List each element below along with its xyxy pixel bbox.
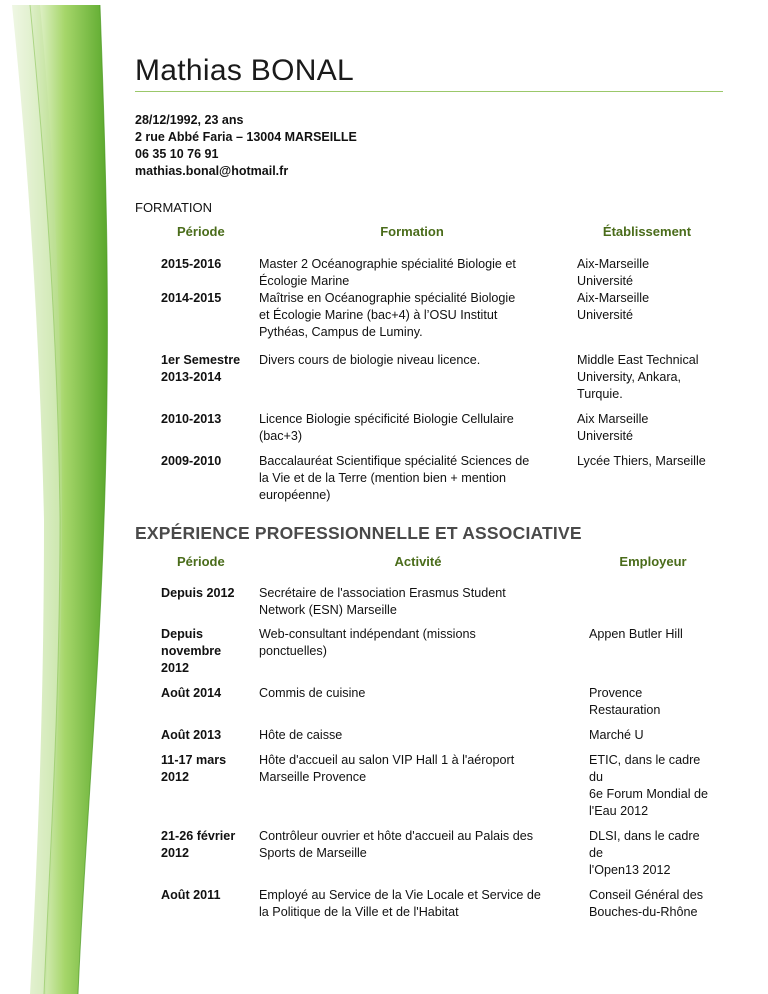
column-header-formation: Formation xyxy=(380,223,444,239)
activity-line: la Politique de la Ville et de l'Habitat xyxy=(259,905,459,919)
employer-line: Provence xyxy=(589,686,643,700)
table-row xyxy=(155,619,723,677)
period: 2014-2015 xyxy=(161,291,222,305)
school-line: Université xyxy=(577,429,633,443)
period: Août 2011 xyxy=(161,888,221,902)
employer-line: Marché U xyxy=(589,728,644,742)
table-header-row xyxy=(155,550,723,572)
period: 2012 xyxy=(161,661,190,675)
period: 2009-2010 xyxy=(161,454,222,468)
activity-line: Hôte d'accueil au salon VIP Hall 1 à l'aéroport xyxy=(259,753,515,767)
contact-block xyxy=(135,112,357,180)
employer-line: 6e Forum Mondial de xyxy=(589,787,709,801)
school-line: University, Ankara, xyxy=(577,370,682,384)
activity-line: Employé au Service de la Vie Locale et Service de xyxy=(259,888,541,902)
school-line: Université xyxy=(577,308,633,322)
green-ribbon-decoration xyxy=(0,0,130,994)
period: 1er Semestre xyxy=(161,353,241,367)
school-line: Université xyxy=(577,274,633,288)
period: 2012 xyxy=(161,846,190,860)
course-line: Licence Biologie spécificité Biologie Cellulaire xyxy=(259,412,514,426)
period: 2015-2016 xyxy=(161,257,222,271)
table-row xyxy=(155,242,723,341)
period: 2013-2014 xyxy=(161,370,222,384)
employer-line: DLSI, dans le cadre de xyxy=(589,829,700,860)
activity-line: Secrétaire de l'association Erasmus Student xyxy=(259,586,506,600)
course-line: Pythéas, Campus de Luminy. xyxy=(259,325,423,339)
table-row xyxy=(155,572,723,619)
employer-line: Appen Butler Hill xyxy=(589,627,683,641)
activity-line: Sports de Marseille xyxy=(259,846,367,860)
table-row xyxy=(155,820,723,879)
course-line: Maîtrise en Océanographie spécialité Biologie xyxy=(259,291,516,305)
school-line: Turquie. xyxy=(577,387,623,401)
school-line: Lycée Thiers, Marseille xyxy=(577,454,706,468)
activity-line: Hôte de caisse xyxy=(259,728,343,742)
course-line: la Vie et de la Terre (mention bien + mention xyxy=(259,471,507,485)
period: Août 2013 xyxy=(161,728,222,742)
period: Depuis 2012 xyxy=(161,586,235,600)
table-row xyxy=(155,879,723,921)
column-header-employer: Employeur xyxy=(619,553,687,569)
activity-line: Network (ESN) Marseille xyxy=(259,603,397,617)
course-line: Divers cours de biologie niveau licence. xyxy=(259,353,481,367)
employer-line: Bouches-du-Rhône xyxy=(589,905,698,919)
table-header-row xyxy=(155,220,723,242)
experience-table xyxy=(155,550,723,921)
formation-heading: FORMATION xyxy=(135,200,213,215)
birth-date: 28/12/1992, 23 ans xyxy=(135,113,244,127)
table-row xyxy=(155,744,723,820)
activity-line: ponctuelles) xyxy=(259,644,327,658)
period: 11-17 mars xyxy=(161,753,227,767)
employer-line: l'Open13 2012 xyxy=(589,863,671,877)
school-line: Aix Marseille xyxy=(577,412,649,426)
employer-line: Restauration xyxy=(589,703,661,717)
table-row xyxy=(155,403,723,445)
period: 2012 xyxy=(161,770,190,784)
activity-line: Commis de cuisine xyxy=(259,686,366,700)
title-divider xyxy=(135,91,723,92)
period: 2010-2013 xyxy=(161,412,222,426)
period: Août 2014 xyxy=(161,686,222,700)
column-header-period: Période xyxy=(177,553,225,569)
table-row xyxy=(155,445,723,504)
table-row xyxy=(155,677,723,719)
column-header-school: Établissement xyxy=(602,223,692,239)
employer-line: l'Eau 2012 xyxy=(589,804,649,818)
period: Depuis xyxy=(161,627,203,641)
period: novembre xyxy=(161,644,222,658)
experience-heading: EXPÉRIENCE PROFESSIONNELLE ET ASSOCIATIVE xyxy=(135,523,582,543)
activity-line: Web-consultant indépendant (missions xyxy=(259,627,476,641)
address: 2 rue Abbé Faria – 13004 MARSEILLE xyxy=(135,130,357,144)
employer-line: ETIC, dans le cadre du xyxy=(589,753,701,784)
course-line: européenne) xyxy=(259,488,331,502)
course-line: (bac+3) xyxy=(259,429,303,443)
school-line: Aix-Marseille xyxy=(577,257,650,271)
course-line: et Écologie Marine (bac+4) à l’OSU Institut xyxy=(259,308,498,322)
candidate-name: Mathias BONAL xyxy=(135,54,354,87)
course-line: Master 2 Océanographie spécialité Biologie et xyxy=(259,257,516,271)
employer-line: Conseil Général des xyxy=(589,888,704,902)
course-line: Écologie Marine xyxy=(259,274,350,288)
column-header-period: Période xyxy=(177,223,225,239)
phone: 06 35 10 76 91 xyxy=(135,147,219,161)
column-header-activity: Activité xyxy=(394,553,442,569)
email-link[interactable]: mathias.bonal@hotmail.fr xyxy=(135,164,289,178)
school-line: Aix-Marseille xyxy=(577,291,650,305)
period: 21-26 février xyxy=(161,829,236,843)
table-row xyxy=(155,719,723,744)
table-row xyxy=(155,341,723,403)
activity-line: Contrôleur ouvrier et hôte d'accueil au Palais des xyxy=(259,829,534,843)
formation-table xyxy=(155,220,723,504)
school-line: Middle East Technical xyxy=(577,353,699,367)
course-line: Baccalauréat Scientifique spécialité Sciences de xyxy=(259,454,530,468)
activity-line: Marseille Provence xyxy=(259,770,367,784)
